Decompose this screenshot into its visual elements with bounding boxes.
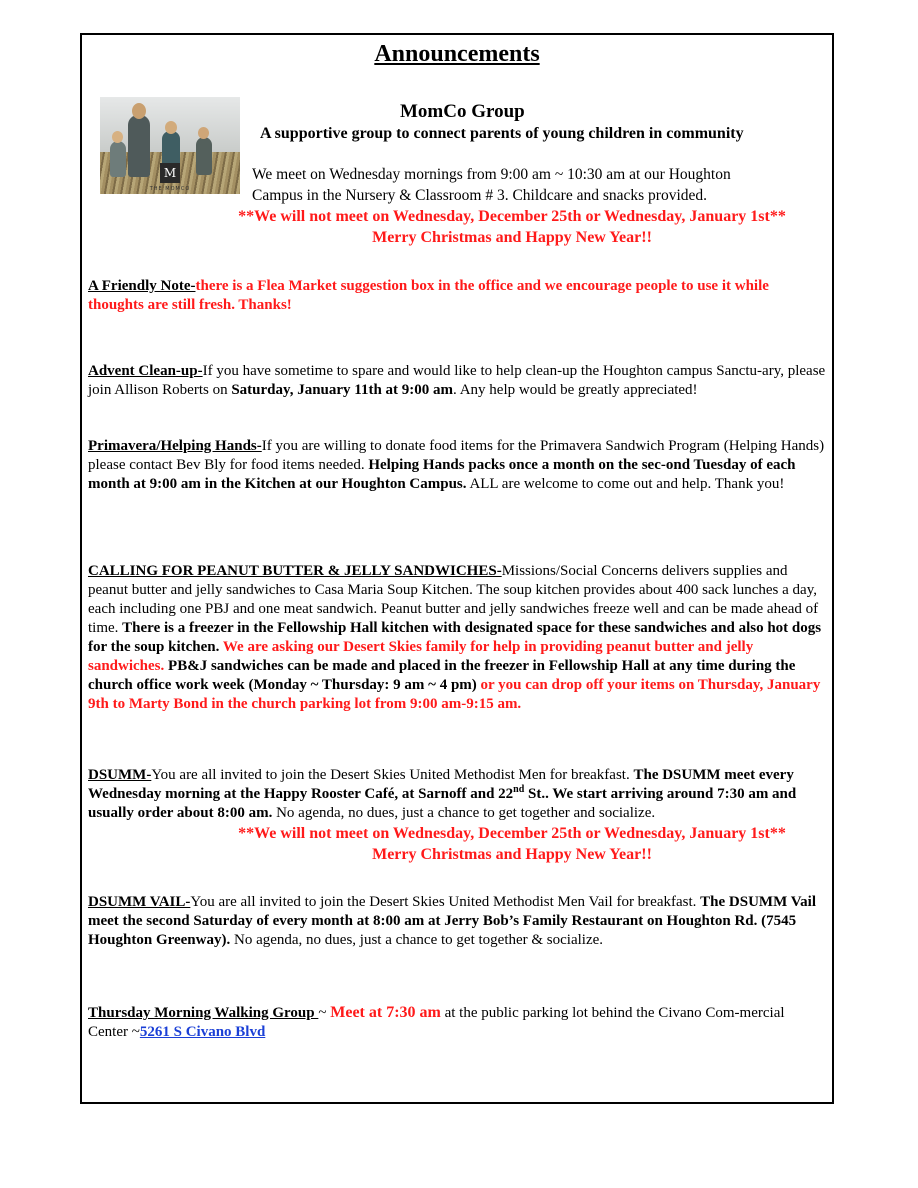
logo-figure-head <box>198 127 209 139</box>
dsumm-notice <box>182 823 842 865</box>
friendly-note-item <box>88 277 828 315</box>
primavera-text-end: ALL are welcome to come out and help. Thank you! <box>466 476 785 492</box>
advent-cleanup-item <box>88 362 828 400</box>
logo-figure <box>128 115 150 177</box>
pbj-red-2: or you can drop off your items on Thursday, January 9th to Marty Bond in the church parking lot from 9:00 am-9:15 am. <box>88 677 821 712</box>
advent-text-end: . Any help would be greatly appreciated! <box>453 382 698 398</box>
momco-desc-line: We meet on Wednesday mornings from 9:00 am ~ 10:30 am at our Houghton <box>252 166 731 183</box>
dsumm-sup: nd <box>513 784 525 795</box>
momco-logo-image <box>100 97 240 194</box>
advent-text: If you have sometime to spare and would like to help clean-up the Houghton campus Sanctu-ary, please join Allison Roberts on <box>88 363 826 398</box>
momco-group-title: MomCo Group <box>400 101 525 122</box>
logo-figure <box>110 141 126 177</box>
advent-date: Saturday, January 11th at 9:00 am <box>231 382 454 398</box>
logo-badge: M <box>160 163 180 183</box>
notice-line: Merry Christmas and Happy New Year!! <box>372 229 652 246</box>
pbj-bold-2: PB&J sandwiches can be made and placed in the freezer in Fellowship Hall at any time during the church office work week (Monday ~ Thursday: 9 am ~ 4 pm) <box>88 658 796 693</box>
dsumm-vail-item <box>88 893 828 950</box>
logo-brand-text: THE MOMCO <box>149 186 191 192</box>
friendly-note-heading: A Friendly Note- <box>88 278 196 294</box>
dsumm-heading: DSUMM- <box>88 767 152 783</box>
momco-notice <box>182 206 842 248</box>
pbj-item <box>88 562 828 714</box>
primavera-text: If you are willing to donate food items for the Primavera Sandwich Program (Helping Hands) please contact Bev Bly for food items needed. <box>88 438 825 473</box>
notice-line: Merry Christmas and Happy New Year!! <box>372 846 652 863</box>
civano-address-link[interactable]: 5261 S Civano Blvd <box>139 1024 266 1040</box>
momco-tagline: A supportive group to connect parents of young children in community <box>260 125 744 142</box>
dsumm-bold-2: St.. We start arriving around 7:30 am and usually order about 8:00 am. <box>88 786 797 821</box>
walking-meet-time: Meet at 7:30 am <box>330 1004 441 1021</box>
dsumm-text: You are all invited to join the Desert Skies United Methodist Men for breakfast. <box>151 767 634 783</box>
notice-line: **We will not meet on Wednesday, December 25th or Wednesday, January 1st** <box>238 208 786 225</box>
logo-figure-head <box>165 121 177 134</box>
advent-heading: Advent Clean-up- <box>88 363 203 379</box>
notice-line: **We will not meet on Wednesday, December 25th or Wednesday, January 1st** <box>238 825 786 842</box>
walking-group-item <box>88 1003 828 1042</box>
pbj-bold-1: There is a freezer in the Fellowship Hall kitchen with designated space for these sandwiches and also hot dogs for the soup kitchen. <box>88 620 822 655</box>
logo-figure-head <box>132 103 146 119</box>
logo-figure-head <box>112 131 123 143</box>
dsumm-item <box>88 766 828 823</box>
pbj-red-1: We are asking our Desert Skies family for help in providing peanut butter and jelly sandwiches. <box>88 639 754 674</box>
dsumm-vail-bold: The DSUMM Vail meet the second Saturday of every month at 8:00 am at Jerry Bob’s Family Restaurant on Houghton Rd. (7545 Houghton Greenway). <box>88 894 817 948</box>
dsumm-text-end: No agenda, no dues, just a chance to get together and socialize. <box>272 805 656 821</box>
dsumm-vail-heading: DSUMM VAIL- <box>88 894 191 910</box>
pbj-heading: CALLING FOR PEANUT BUTTER & JELLY SANDWICHES- <box>88 563 502 579</box>
dsumm-vail-text-end: No agenda, no dues, just a chance to get together & socialize. <box>230 932 604 948</box>
primavera-item <box>88 437 828 494</box>
pbj-text: Missions/Social Concerns delivers supplies and peanut butter and jelly sandwiches to Casa Maria Soup Kitchen. The soup kitchen provides about 400 sack lunches a day, each including one PBJ and one meat sandwich. Peanut butter and jelly sandwiches freeze well and can be made ahead of time. <box>88 563 819 636</box>
friendly-note-text: there is a Flea Market suggestion box in the office and we encourage people to use it while thoughts are still fresh. Thanks! <box>88 278 769 313</box>
momco-desc-line: Campus in the Nursery & Classroom # 3. Childcare and snacks provided. <box>252 187 708 204</box>
primavera-bold: Helping Hands packs once a month on the sec-ond Tuesday of each month at 9:00 am in the Kitchen at our Houghton Campus. <box>88 457 796 492</box>
walking-heading: Thursday Morning Walking Group <box>88 1005 319 1021</box>
announcements-frame <box>80 33 834 1104</box>
logo-figure <box>196 137 212 175</box>
primavera-heading: Primavera/Helping Hands- <box>88 438 262 454</box>
momco-description <box>252 164 822 206</box>
dsumm-bold-1: The DSUMM meet every Wednesday morning at the Happy Rooster Café, at Sarnoff and 22 <box>88 767 794 802</box>
page-title: Announcements <box>374 41 540 67</box>
walking-tilde: ~ <box>318 1005 331 1021</box>
walking-text: at the public parking lot behind the Civano Com-mercial Center ~ <box>88 1005 785 1040</box>
dsumm-vail-text: You are all invited to join the Desert Skies United Methodist Men Vail for breakfast. <box>190 894 701 910</box>
